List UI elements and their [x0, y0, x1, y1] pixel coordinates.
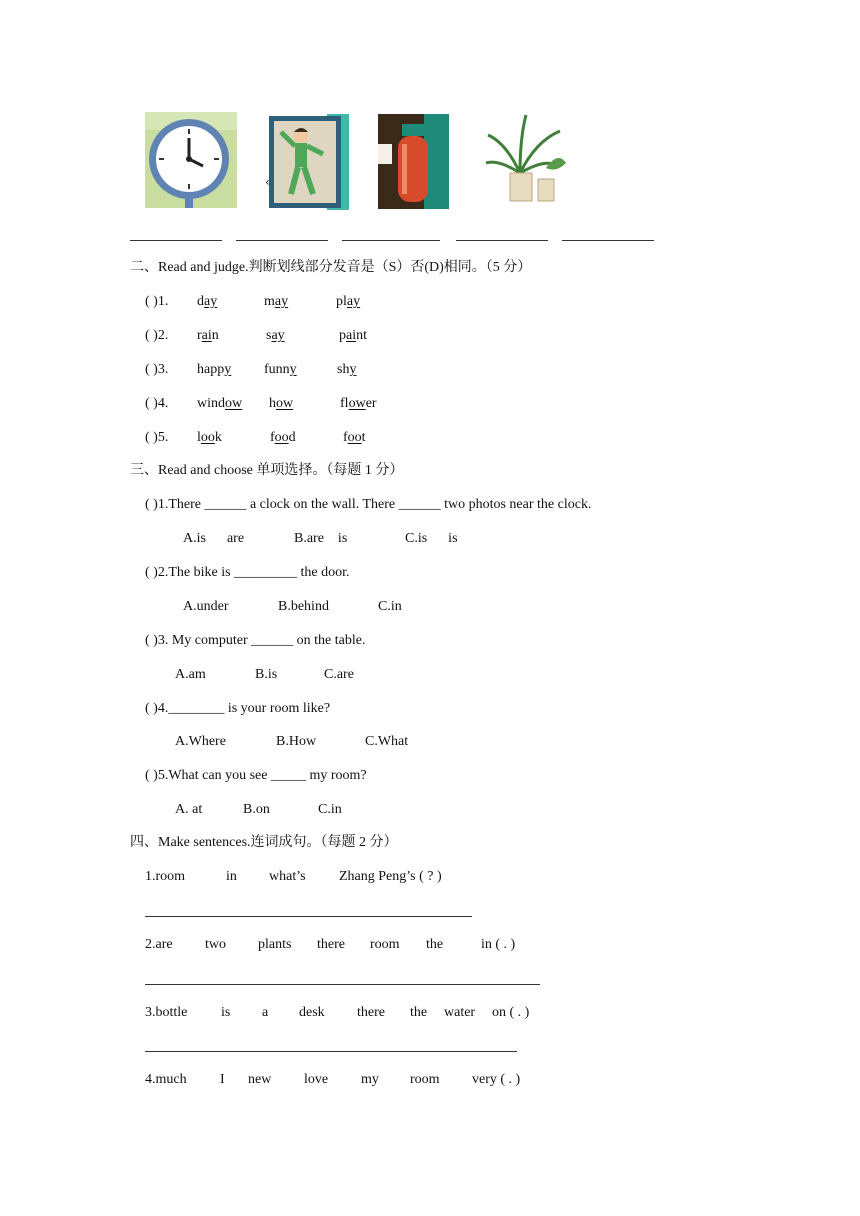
question-stem: ( )3. My computer ______ on the table.: [145, 633, 366, 648]
word: there: [357, 1005, 385, 1020]
judge-word: happy: [197, 362, 232, 377]
answer-blank[interactable]: [130, 240, 222, 241]
word: 4.much: [145, 1072, 187, 1087]
word: the: [410, 1005, 428, 1020]
word: room: [410, 1072, 440, 1087]
judge-word: how: [269, 396, 294, 411]
word: water: [444, 1005, 476, 1020]
option: B.are is: [294, 531, 348, 546]
question-stem: ( )4.________ is your room like?: [145, 701, 331, 716]
word: love: [304, 1072, 329, 1087]
word: two: [205, 937, 226, 952]
judge-word: funny: [264, 362, 297, 377]
word: is: [221, 1005, 231, 1020]
judge-word: rain: [197, 328, 219, 343]
answer-blank[interactable]: [236, 240, 328, 241]
option: B.How: [276, 734, 317, 749]
option: B.is: [255, 667, 278, 682]
option: C.is is: [405, 531, 458, 546]
word: 1.room: [145, 869, 186, 884]
answer-line[interactable]: [145, 916, 472, 917]
option: C.are: [324, 667, 354, 682]
answer-blank[interactable]: [342, 240, 440, 241]
section-heading: 二、Read and judge.判断划线部分发音是（S）否(D)相同。（5 分）: [130, 260, 532, 275]
word: 3.bottle: [145, 1005, 188, 1020]
option: A.Where: [175, 734, 226, 749]
option: B.behind: [278, 599, 329, 614]
option: C.in: [378, 599, 402, 614]
judge-word: window: [197, 396, 243, 411]
word: Zhang Peng’s ( ? ): [339, 869, 442, 884]
judge-prefix: ( )1.: [145, 294, 169, 309]
judge-prefix: ( )3.: [145, 362, 169, 377]
option: A.is are: [183, 531, 245, 546]
plant-picture: [486, 113, 570, 207]
option: C.What: [365, 734, 409, 749]
word: room: [370, 937, 400, 952]
word: desk: [299, 1005, 325, 1020]
svg-text:‹: ‹: [265, 175, 270, 189]
answer-blank[interactable]: [456, 240, 548, 241]
word: I: [220, 1072, 225, 1087]
judge-prefix: ( )2.: [145, 328, 169, 343]
word: in: [226, 869, 237, 884]
option: B.on: [243, 802, 270, 817]
water-bottle-picture: [378, 114, 449, 209]
judge-word: say: [266, 328, 285, 343]
clock-picture: [145, 112, 237, 208]
word: very ( . ): [472, 1072, 521, 1087]
question-stem: ( )1.There ______ a clock on the wall. There ______ two photos near the clock.: [145, 497, 592, 512]
word: there: [317, 937, 345, 952]
word: in ( . ): [481, 937, 516, 952]
option: C.in: [318, 802, 342, 817]
question-stem: ( )5.What can you see _____ my room?: [145, 768, 367, 783]
judge-word: flower: [340, 396, 377, 411]
word: the: [426, 937, 444, 952]
judge-prefix: ( )5.: [145, 430, 169, 445]
word: plants: [258, 937, 292, 952]
word: what’s: [269, 869, 306, 884]
option: A.am: [175, 667, 206, 682]
option: A.under: [183, 599, 229, 614]
judge-word: foot: [343, 430, 366, 445]
word: a: [262, 1005, 269, 1020]
answer-blank[interactable]: [562, 240, 654, 241]
judge-word: food: [270, 430, 296, 445]
boy-card-picture: [265, 114, 349, 210]
judge-word: may: [264, 294, 289, 309]
word: 2.are: [145, 937, 173, 952]
judge-word: day: [197, 294, 218, 309]
judge-word: look: [197, 430, 222, 445]
answer-line[interactable]: [145, 984, 540, 985]
option: A. at: [175, 802, 203, 817]
word: on ( . ): [492, 1005, 530, 1020]
section-heading: 四、Make sentences.连词成句。（每题 2 分）: [130, 835, 398, 850]
section-heading: 三、Read and choose 单项选择。（每题 1 分）: [130, 463, 404, 478]
question-stem: ( )2.The bike is _________ the door.: [145, 565, 350, 580]
judge-word: paint: [339, 328, 367, 343]
judge-word: play: [336, 294, 361, 309]
word: new: [248, 1072, 272, 1087]
judge-word: shy: [337, 362, 357, 377]
answer-line[interactable]: [145, 1051, 517, 1052]
judge-prefix: ( )4.: [145, 396, 169, 411]
word: my: [361, 1072, 379, 1087]
